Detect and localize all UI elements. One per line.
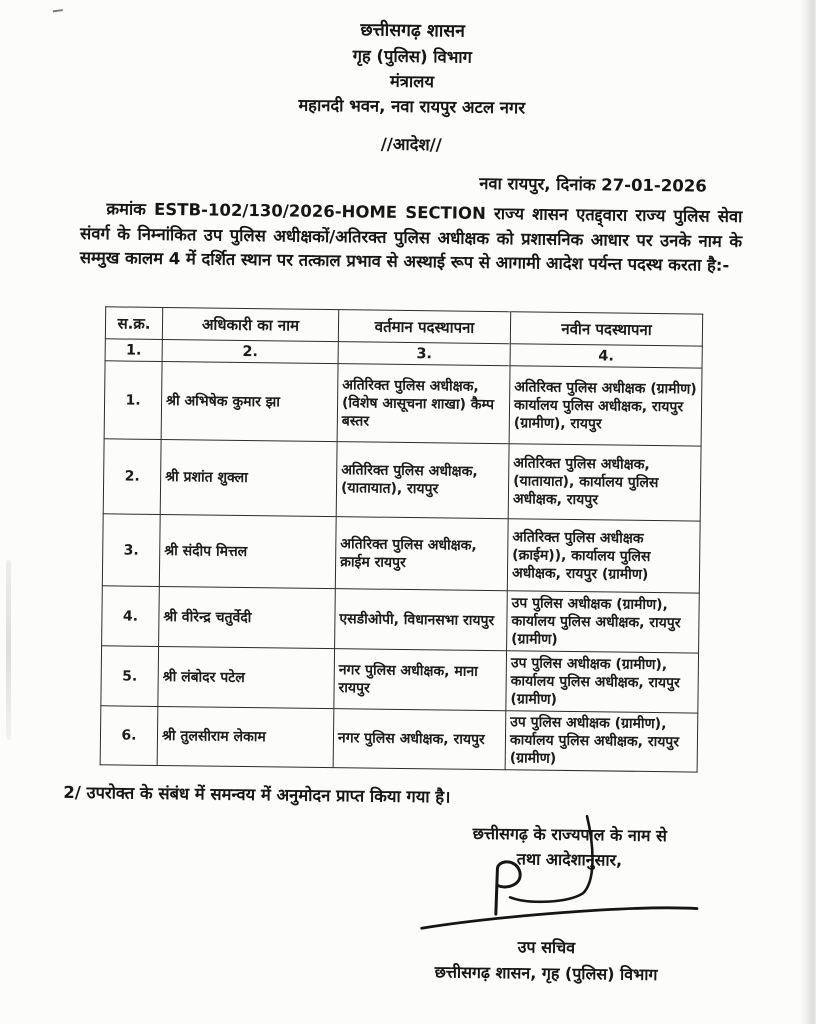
officer-name-cell: श्री संदीप मित्तल (159, 514, 336, 588)
officer-name-cell: श्री अभिषेक कुमार झा (161, 361, 338, 441)
table-row (101, 646, 699, 713)
approval-note: 2/ उपरोक्त के संबंध में समन्वय में अनुमोदन प्राप्त किया गया है। (63, 782, 451, 807)
table-row (102, 586, 700, 653)
new-posting-cell: उप पुलिस अधीक्षक (ग्रामीण), कार्यालय पुलिस अधीक्षक, रायपुर (ग्रामीण) (507, 591, 700, 653)
order-title: //आदेश// (380, 134, 442, 155)
new-posting-cell: अतिरिक्त पुलिस अधीक्षक (ग्रामीण) कार्यालय पुलिस अधीक्षक, रायपुर (ग्रामीण), रायपुर (509, 366, 702, 446)
officer-name-cell: श्री वीरेन्द्र चतुर्वेदी (159, 586, 336, 648)
new-posting-cell: उप पुलिस अधीक्षक (ग्रामीण), कार्यालय पुलिस अधीक्षक, रायपुर (ग्रामीण) (505, 711, 698, 772)
current-posting-cell: एसडीओपी, विधानसभा रायपुर (335, 589, 508, 651)
header-current-posting: वर्तमान पदस्थापना (338, 310, 510, 344)
officer-name-cell: श्री प्रशांत शुक्ला (160, 439, 337, 516)
authority-line-1: छत्तीसगढ़ के राज्यपाल के नाम से (472, 823, 668, 846)
officer-name-cell: श्री लंबोदर पटेल (158, 646, 335, 708)
transfer-table (100, 306, 704, 772)
govt-name: छत्तीसगढ़ शासन (360, 20, 465, 42)
current-posting-cell: नगर पुलिस अधीक्षक, माना रायपुर (334, 649, 507, 711)
new-posting-cell: अतिरिक्त पुलिस अधीक्षक, (यातायात), कार्यालय पुलिस अधीक्षक, रायपुर (508, 444, 701, 521)
signatory-block (391, 933, 702, 989)
signatory-department: छत्तीसगढ़ शासन, गृह (पुलिस) विभाग (434, 962, 658, 985)
department-name: गृह (पुलिस) विभाग (352, 46, 473, 67)
table-row (103, 439, 701, 521)
officer-name-cell: श्री तुलसीराम लेकाम (157, 706, 334, 767)
authority-line-2: तथा आदेशानुसार, (516, 849, 623, 870)
serial-cell: 6. (100, 706, 158, 766)
current-posting-cell: अतिरिक्त पुलिस अधीक्षक, (यातायात), रायपुर (336, 442, 509, 519)
serial-cell: 1. (104, 361, 162, 440)
address-line: महानदी भवन, नवा रायपुर अटल नगर (298, 95, 526, 118)
header-officer-name: अधिकारी का नाम (162, 307, 338, 341)
colnum-3: 3. (338, 342, 510, 366)
table-row (100, 706, 698, 772)
table-row (102, 514, 700, 593)
colnum-1: 1. (105, 339, 162, 362)
header-serial: स.क्र. (105, 307, 162, 340)
serial-cell: 2. (103, 439, 161, 515)
document-header (4, 13, 816, 124)
place-date-line: नवा रायपुर, दिनांक 27-01-2026 (479, 173, 707, 196)
serial-cell: 5. (101, 646, 159, 707)
signatory-title: उप सचिव (517, 937, 576, 958)
serial-cell: 4. (102, 586, 160, 647)
new-posting-cell: उप पुलिस अधीक्षक (ग्रामीण), कार्यालय पुलिस अधीक्षक, रायपुर (ग्रामीण) (506, 651, 699, 713)
current-posting-cell: नगर पुलिस अधीक्षक, रायपुर (333, 709, 506, 770)
current-posting-cell: अतिरिक्त पुलिस अधीक्षक, (विशेष आसूचना शाखा) कैम्प बस्तर (337, 364, 510, 444)
new-posting-cell: अतिरिक्त पुलिस अधीक्षक (क्राईम)), कार्यालय पुलिस अधीक्षक, रायपुर (ग्रामीण) (507, 519, 700, 593)
header-new-posting: नवीन पदस्थापना (510, 312, 702, 346)
signature-scribble (399, 806, 711, 942)
colnum-4: 4. (510, 344, 702, 368)
pen-mark (53, 9, 63, 12)
serial-cell: 3. (102, 514, 160, 587)
order-body-paragraph: क्रमांक ESTB-102/130/2026-HOME SECTION राज्य शासन एतद्द्वारा राज्य पुलिस सेवा संवर्ग के निम्नांकित उप पुलिस अधीक्षकों/अतिरक्त पुलिस अधीक्षक को प्रशासनिक आधार पर उनके नाम के सम्मुख कालम 4 में दर्शित स्थान पर तत्काल प्रभाव से अस्थाई रूप से आगामी आदेश पर्यन्त पदस्थ करता है:- (79, 199, 743, 275)
colnum-2: 2. (162, 339, 338, 363)
current-posting-cell: अतिरिक्त पुलिस अधीक्षक, क्राईम रायपुर (335, 517, 508, 591)
table-row (104, 361, 702, 446)
ministry-name: मंत्रालय (389, 71, 435, 92)
